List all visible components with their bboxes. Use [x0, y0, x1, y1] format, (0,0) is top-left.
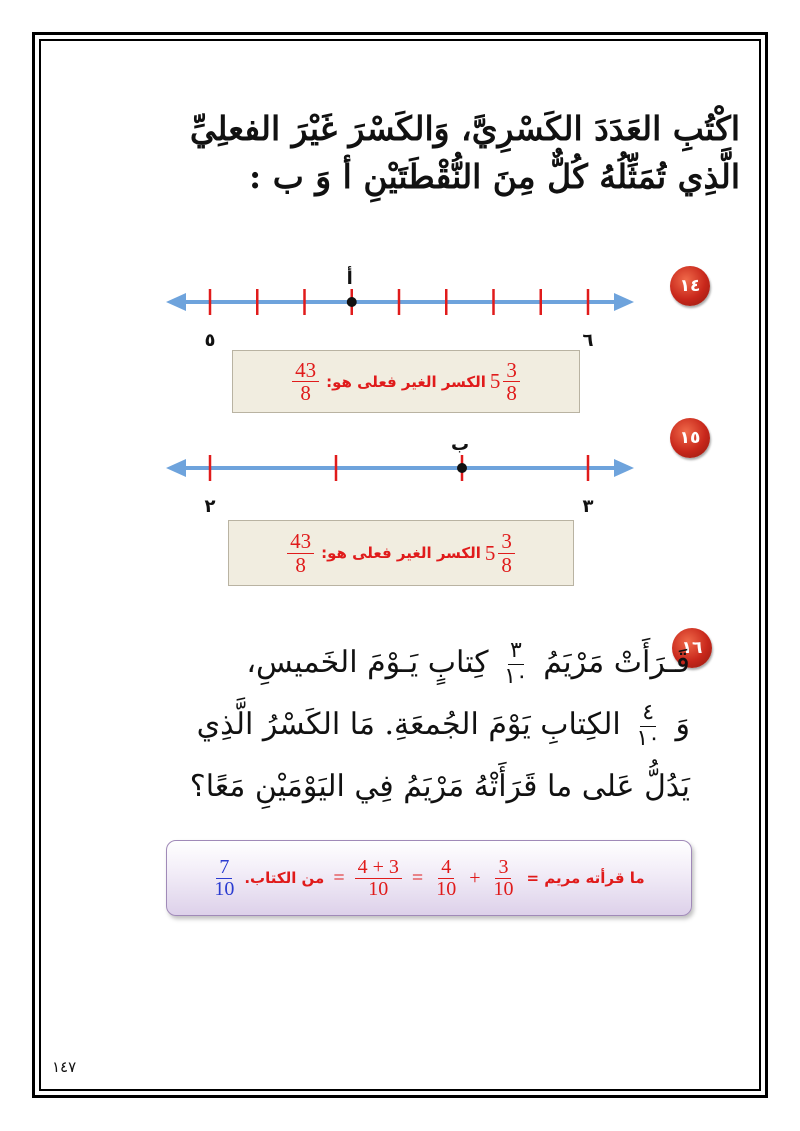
point-marker: [457, 463, 467, 473]
instruction-text: اكْتُبِ العَدَدَ الكَسْرِيَّ، وَالكَسْرَ غَيْرَ الفعلِيِّ الَّذِي تُمَثِّلُهُ كُلٌّ مِنَ النُّقْطَتَيْنِ أ وَ ب :: [189, 109, 740, 196]
left-arrow-icon: [166, 293, 186, 311]
equals-sign-1: =: [411, 866, 424, 889]
addend-fraction-1: [490, 857, 516, 900]
addend-fraction-2-num: 4: [438, 857, 454, 879]
addend-fraction-2-den: 10: [436, 877, 457, 900]
answer-scroll-16: [166, 840, 692, 916]
mixed-fraction: $\frac{3}{8}$: [498, 530, 515, 575]
right-arrow-icon: [614, 459, 634, 477]
result-fraction: $\frac{7}{10}$: [214, 855, 235, 900]
problem-badge-16: ١٦: [672, 628, 712, 668]
answer-label: ما قرأته مريم =: [526, 869, 645, 887]
problem-badge-15: ١٥: [670, 418, 710, 458]
sum-fraction-den: 10: [368, 877, 389, 900]
answer-label: الكسر الغير فعلى هو:: [326, 372, 486, 391]
sum-fraction-num: 4 + 3: [355, 857, 402, 879]
word-problem-16: [150, 632, 690, 818]
fraction-four-tenths: ٤ ١٠: [636, 700, 660, 751]
point-marker: [347, 297, 357, 307]
sum-fraction: [355, 857, 402, 900]
left-endpoint-label: ٥: [204, 330, 216, 351]
equals-sign-2: =: [333, 866, 345, 889]
improper-fraction: $\frac{43}{8}$: [287, 530, 314, 575]
plus-sign: +: [469, 866, 481, 889]
number-line-14: [160, 262, 640, 352]
right-endpoint-label: ٣: [582, 496, 594, 517]
improper-fraction: $\frac{43}{8}$: [292, 359, 319, 404]
left-endpoint-label: ٢: [204, 496, 216, 517]
right-arrow-icon: [614, 293, 634, 311]
number-line-15: [160, 428, 640, 518]
answer-box-15: [228, 520, 574, 586]
page-number: ١٤٧: [52, 1058, 77, 1076]
fraction-three-tenths: ٣ ١٠: [504, 638, 528, 689]
problem-line-3: يَدُلُّ عَلى ما قَرَأَتْهُ مَرْيَمُ فِي اليَوْمَيْنِ مَعًا؟: [189, 769, 690, 804]
answer-box-14: [232, 350, 580, 413]
mixed-whole: 5: [489, 369, 501, 393]
point-label: ب: [450, 434, 470, 455]
addend-fraction-1-den: 10: [493, 877, 514, 900]
addend-fraction-2: [433, 857, 459, 900]
problem-badge-14: ١٤: [670, 266, 710, 306]
point-label: أ: [346, 268, 353, 289]
problem-line-2: وَ ٤ ١٠ الكِتابِ يَوْمَ الجُمعَةِ. مَا الكَسْرُ الَّذِي: [196, 700, 690, 751]
answer-label: الكسر الغير فعلى هو:: [321, 544, 481, 562]
mixed-whole: 5: [484, 540, 496, 565]
addend-fraction-1-num: 3: [495, 857, 511, 879]
result-suffix: من الكتاب.: [244, 869, 325, 887]
right-endpoint-label: ٦: [582, 330, 594, 351]
left-arrow-icon: [166, 459, 186, 477]
problem-line-1: قَـرَأَتْ مَرْيَمُ ٣ ١٠ كِتابٍ يَـوْمَ الخَميسِ،: [246, 638, 690, 689]
mixed-fraction: $\frac{3}{8}$: [503, 359, 520, 404]
